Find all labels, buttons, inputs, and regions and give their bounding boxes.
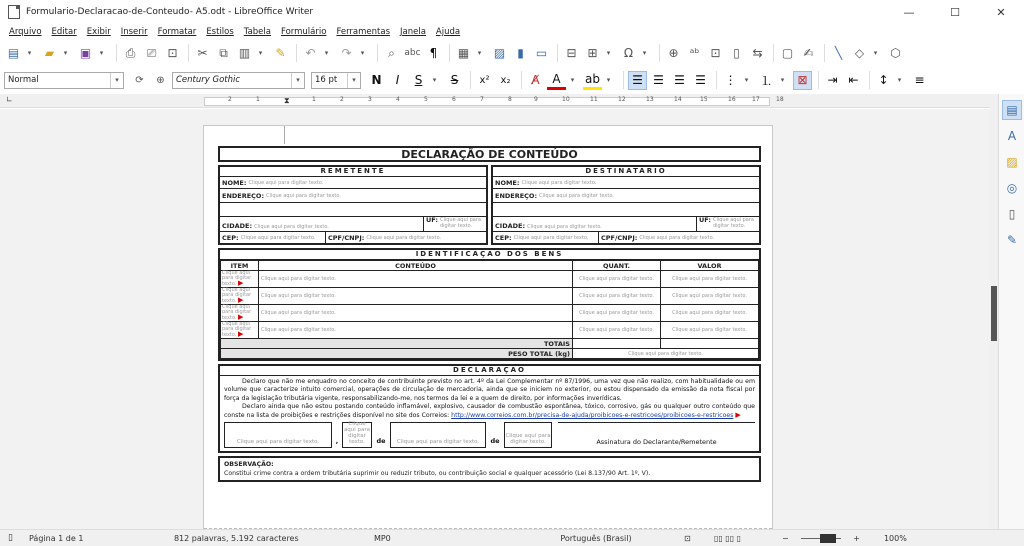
zoom-track[interactable] (801, 538, 842, 539)
decrease-indent-icon[interactable]: ⇤ (848, 73, 859, 87)
zoom-level[interactable]: 100% (883, 533, 907, 543)
field-label: CPF/CNPJ: (328, 234, 365, 242)
paragraph-style-combo[interactable] (4, 72, 124, 89)
field-dropdown-icon[interactable]: ▾ (606, 49, 611, 57)
zoom-out-icon[interactable]: − (781, 533, 789, 543)
indent-marker-icon[interactable]: ⧗ (284, 96, 290, 105)
ruler-tick: 13 (646, 96, 654, 103)
placeholder-text[interactable]: Clique aqui para digitar texto. (513, 235, 589, 241)
placeholder-text[interactable]: Clique aqui para digitar texto. (639, 235, 715, 241)
quant-cell[interactable]: Clique aqui para digitar texto. (573, 271, 661, 288)
footnote-icon[interactable]: ᵃᵇ (689, 46, 700, 60)
placeholder-text[interactable]: Clique aqui para digitar texto. (254, 224, 329, 230)
bullets-dropdown-icon[interactable]: ▾ (744, 76, 749, 84)
text-boundary-mark (284, 126, 285, 144)
toolbar-separator (659, 44, 660, 62)
remetente-cpf-cell[interactable] (326, 232, 486, 244)
menu-inserir[interactable]: Inserir (120, 27, 148, 37)
toolbar-separator (377, 44, 378, 62)
signature-row (224, 422, 755, 448)
copy-icon[interactable]: ⧉ (219, 45, 228, 60)
quant-cell[interactable]: Clique aqui para digitar texto. (573, 322, 661, 339)
marker-triangle-icon: ▶ (238, 279, 244, 287)
field-label: NOME: (495, 178, 520, 187)
toolbar-separator (188, 44, 189, 62)
ruler-tick: 11 (590, 96, 598, 103)
remetente-empty-row (220, 203, 486, 217)
font-name-combo[interactable] (172, 72, 305, 89)
declaracao-header: DECLARAÇÃO (220, 366, 759, 376)
peso-label: PESO TOTAL (kg) (221, 349, 573, 359)
declaracao-paragraph-1: Declaro que não me enquadro no conceito de contribuinte previsto no art. 4º da Lei Complementar nº 87/1996, uma vez que não realizo, com habitualidade ou em volume que caracterize intuito comercial, operações de circulação de mercadoria, ainda que se iniciem no exterior, ou estou dispensado da emissão da nota fiscal por força da legislação tributária vigente, responsabilizando-me, nos termos da lei e a quem de direito, por informações inverídicas. (224, 378, 755, 402)
remetente-endereco-row[interactable] (220, 189, 486, 203)
placeholder-text[interactable]: Clique aqui para digitar texto. (712, 217, 754, 229)
subscript-icon[interactable]: x₂ (500, 74, 511, 86)
placeholder-text[interactable]: Clique aqui para digitar texto. (222, 270, 252, 287)
ruler-tick: 15 (700, 96, 708, 103)
ruler-tick: 18 (776, 96, 784, 103)
declaracao-section (218, 364, 761, 453)
font-name-value: Century Gothic (176, 75, 241, 85)
conteudo-cell[interactable]: Clique aqui para digitar texto. (259, 271, 573, 288)
vertical-scrollbar[interactable] (990, 94, 998, 529)
col-conteudo: CONTEÚDO (259, 261, 573, 271)
destinatario-endereco-row[interactable] (493, 189, 759, 203)
de-separator: de (376, 437, 386, 446)
table-row (221, 271, 759, 288)
insert-table-icon[interactable]: ▦ (457, 46, 470, 60)
track-changes-icon[interactable]: ✍ (803, 46, 814, 60)
export-pdf-icon[interactable]: ⎙ (125, 45, 136, 60)
numbering-dropdown-icon[interactable]: ▾ (780, 76, 785, 84)
title-bar (0, 0, 1024, 24)
bens-table (220, 260, 759, 359)
table-row (221, 305, 759, 322)
col-valor: VALOR (661, 261, 759, 271)
remetente-cep-cell[interactable] (220, 232, 326, 244)
ruler-tick: 1 (256, 96, 260, 103)
font-size-value: 16 pt (315, 75, 338, 85)
cidade-signature-field[interactable]: Clique aqui para digitar texto. (224, 422, 332, 448)
insert-textbox-icon[interactable]: ▭ (535, 46, 548, 60)
highlight-color-icon[interactable]: ab (583, 71, 602, 90)
field-label: UF: (699, 217, 711, 224)
formatting-marks-icon[interactable]: ¶ (429, 46, 438, 60)
marker-triangle-icon: ▶ (735, 411, 741, 420)
field-label: CEP: (495, 234, 512, 242)
menu-tabela[interactable]: Tabela (243, 27, 271, 37)
zoom-slider[interactable] (766, 534, 876, 543)
toolbar-separator (869, 71, 870, 89)
toolbar-separator (449, 44, 450, 62)
line-spacing-icon[interactable]: ↕ (878, 73, 889, 87)
placeholder-text[interactable]: Clique aqui para digitar texto. (222, 321, 252, 338)
valor-cell[interactable]: Clique aqui para digitar texto. (661, 271, 759, 288)
valor-cell[interactable]: Clique aqui para digitar texto. (661, 322, 759, 339)
ruler-tick: 17 (752, 96, 760, 103)
document-canvas[interactable] (0, 109, 990, 529)
tab-stop-icon[interactable]: ∟ (6, 95, 13, 104)
find-replace-icon[interactable]: ⌕ (388, 45, 395, 60)
placeholder-text[interactable]: Clique aqui para digitar texto. (539, 192, 614, 199)
page-icon: ▯ (8, 533, 13, 543)
toolbar-separator (521, 71, 522, 89)
destinatario-header: DESTINATARIO (493, 167, 759, 177)
valor-cell[interactable]: Clique aqui para digitar texto. (661, 305, 759, 322)
menu-editar[interactable]: Editar (51, 27, 77, 37)
insert-image-icon[interactable]: ▨ (493, 46, 506, 60)
toolbar-separator (824, 44, 825, 62)
special-char-dropdown-icon[interactable]: ▾ (642, 49, 647, 57)
insert-chart-icon[interactable]: ▮ (517, 46, 524, 60)
scrollbar-thumb[interactable] (991, 286, 997, 341)
remetente-cep-row (220, 232, 486, 244)
clear-formatting-icon[interactable]: A̸ (531, 73, 540, 87)
destinatario-box (491, 165, 761, 245)
field-label: NOME: (222, 178, 247, 187)
placeholder-text[interactable]: Clique aqui para digitar texto. (222, 287, 252, 304)
page-icon[interactable]: ▯ (1008, 207, 1016, 221)
col-quant: QUANT. (573, 261, 661, 271)
field-label: CPF/CNPJ: (601, 234, 638, 242)
undo-dropdown-icon[interactable]: ▾ (324, 49, 329, 57)
conteudo-cell[interactable]: Clique aqui para digitar texto. (259, 322, 573, 339)
sidebar-deck (998, 94, 1024, 529)
ruler-tick: 2 (340, 96, 344, 103)
align-right-icon[interactable]: ☰ (674, 73, 685, 87)
chevron-down-icon[interactable]: ▾ (110, 73, 123, 88)
font-color-icon[interactable]: A (547, 71, 566, 90)
placeholder-text[interactable]: Clique aqui para digitar texto. (248, 179, 324, 186)
observacao-text: Constitui crime contra a ordem tributária suprimir ou reduzir tributo, ou contribuição social e qualquer acessório (Lei 8.137/90 Art. 1º, V). (224, 470, 651, 478)
declaracao-paragraph-2-text: Declaro ainda que não estou postando conteúdo inflamável, explosivo, causador de combustão espontânea, tóxico, corrosivo, gás ou qualquer outro conteúdo que conste na lista de proibições e restrições disponível no site dos Correios: (224, 402, 755, 420)
placeholder-text[interactable]: Clique aqui para digitar texto. (240, 235, 316, 241)
field-label: CIDADE: (222, 222, 253, 230)
menu-estilos[interactable]: Estilos (206, 27, 234, 37)
table-row (221, 322, 759, 339)
underline-icon[interactable]: S (414, 73, 423, 87)
item-cell[interactable] (221, 305, 259, 322)
field-label: UF: (426, 217, 438, 224)
document-page[interactable] (203, 125, 773, 529)
destinatario-cidade-cell[interactable] (493, 217, 697, 231)
conteudo-cell[interactable]: Clique aqui para digitar texto. (259, 305, 573, 322)
ruler-tick: 10 (562, 96, 570, 103)
assinatura-field[interactable] (558, 422, 755, 448)
remetente-cidade-cell[interactable] (220, 217, 424, 231)
menu-bar (0, 24, 1024, 40)
update-style-icon[interactable]: ⟳ (135, 74, 144, 86)
font-color-dropdown-icon[interactable]: ▾ (570, 76, 575, 84)
menu-ajuda[interactable]: Ajuda (435, 27, 461, 37)
strikethrough-icon[interactable]: S (450, 73, 459, 87)
special-character-icon[interactable]: Ω (623, 46, 634, 60)
ordered-list-icon[interactable]: ⒈ (760, 73, 773, 88)
quant-cell[interactable]: Clique aqui para digitar texto. (573, 305, 661, 322)
bens-header: IDENTIFICAÇÃO DOS BENS (220, 250, 759, 260)
italic-icon[interactable]: I (395, 73, 400, 87)
declaracao-bottom-padding (220, 448, 759, 451)
totais-row (221, 339, 759, 349)
toolbar-separator (773, 44, 774, 62)
menu-exibir[interactable]: Exibir (86, 27, 111, 37)
observacao-label: OBSERVAÇÃO: (224, 461, 274, 469)
align-center-icon[interactable]: ☰ (653, 73, 664, 87)
marker-triangle-icon: ▶ (238, 313, 244, 321)
placeholder-text[interactable]: Clique aqui para digitar texto. (527, 224, 602, 230)
view-layout-icon[interactable]: ▯▯ ▯▯ ▯ (713, 533, 742, 543)
document-modified-icon: ⊡ (683, 533, 691, 543)
chevron-down-icon[interactable]: ▾ (291, 73, 304, 88)
writer-app-icon (8, 5, 20, 19)
dia-signature-field[interactable]: Clique aqui para digitar texto. (342, 422, 372, 448)
open-folder-icon[interactable]: ▰ (44, 46, 55, 60)
cross-reference-icon[interactable]: ⇆ (752, 46, 763, 60)
marker-triangle-icon: ▶ (238, 296, 244, 304)
superscript-icon[interactable]: x² (479, 74, 490, 86)
line-spacing-dropdown-icon[interactable]: ▾ (897, 76, 902, 84)
page-break-icon[interactable]: ⊟ (566, 46, 577, 60)
ruler-tick: 14 (674, 96, 682, 103)
placeholder-text[interactable]: Clique aqui para digitar texto. (439, 217, 481, 229)
toolbar-separator (116, 44, 117, 62)
clone-formatting-icon[interactable]: ✎ (275, 46, 286, 60)
menu-formulario[interactable]: Formulário (281, 27, 327, 37)
language-status[interactable]: Português (Brasil) (560, 533, 632, 543)
table-header-row (221, 261, 759, 271)
remetente-cidade-row (220, 217, 486, 232)
ruler-tick: 16 (728, 96, 736, 103)
assinatura-label: Assinatura do Declarante/Remetente (596, 438, 717, 447)
ruler-tick: 2 (228, 96, 232, 103)
field-label: CIDADE: (495, 222, 526, 230)
print-preview-icon[interactable]: ⊡ (167, 46, 178, 60)
placeholder-text[interactable]: Clique aqui para digitar texto. (366, 235, 442, 241)
remetente-uf-cell[interactable] (424, 217, 486, 231)
redo-icon[interactable]: ↷ (341, 46, 352, 60)
chevron-down-icon[interactable]: ▾ (347, 73, 360, 88)
menu-janela[interactable]: Janela (400, 27, 426, 37)
draw-functions-icon[interactable]: ⬡ (890, 46, 901, 60)
style-inspector-icon[interactable]: ✎ (1006, 233, 1018, 247)
destinatario-cpf-cell[interactable] (599, 232, 759, 244)
increase-indent-icon[interactable]: ⇥ (827, 73, 838, 87)
print-icon[interactable]: ⎚ (146, 45, 157, 60)
ruler-tick: 4 (396, 96, 400, 103)
destinatario-cep-cell[interactable] (493, 232, 599, 244)
minimize-button[interactable]: — (903, 5, 915, 19)
menu-formatar[interactable]: Formatar (157, 27, 197, 37)
ruler-tick: 8 (508, 96, 512, 103)
comment-icon[interactable]: ▢ (781, 46, 794, 60)
zoom-thumb[interactable] (820, 534, 836, 543)
save-icon[interactable]: ▣ (79, 46, 92, 60)
paragraph-style-value: Normal (8, 75, 39, 85)
endnote-icon[interactable]: ⊡ (710, 46, 721, 60)
destinatario-uf-cell[interactable] (697, 217, 759, 231)
selection-mode[interactable]: MP0 (373, 533, 391, 543)
hyperlink-icon[interactable]: ⊕ (668, 46, 679, 60)
redo-dropdown-icon[interactable]: ▾ (360, 49, 365, 57)
paste-dropdown-icon[interactable]: ▾ (258, 49, 263, 57)
mes-signature-field[interactable]: Clique aqui para digitar texto. (390, 422, 486, 448)
navigator-icon[interactable]: ◎ (1006, 181, 1018, 195)
toolbar-separator (470, 71, 471, 89)
open-dropdown-icon[interactable]: ▾ (63, 49, 68, 57)
peso-row (221, 349, 759, 359)
declaration-form (218, 146, 761, 485)
toolbar-separator (818, 71, 819, 89)
insert-line-icon[interactable]: ╲ (834, 46, 843, 60)
ruler-tick: 7 (480, 96, 484, 103)
word-count[interactable]: 812 palavras, 5.192 caracteres (173, 533, 299, 543)
zoom-in-icon[interactable]: + (853, 533, 860, 543)
unordered-list-icon[interactable]: ⋮ (724, 73, 737, 87)
conteudo-cell[interactable]: Clique aqui para digitar texto. (259, 288, 573, 305)
spelling-icon[interactable]: abc (404, 48, 421, 58)
ruler-tick: 5 (424, 96, 428, 103)
paste-icon[interactable]: ▥ (238, 46, 251, 60)
quant-cell[interactable]: Clique aqui para digitar texto. (573, 288, 661, 305)
item-cell[interactable] (221, 271, 259, 288)
ruler-tick: 12 (618, 96, 626, 103)
window-title: Formulario-Declaracao-de-Conteudo- A5.odt - LibreOffice Writer (26, 7, 314, 17)
no-list-icon[interactable]: ⊠ (793, 71, 812, 90)
field-label: CEP: (222, 234, 239, 242)
de-separator: de (490, 437, 500, 446)
align-left-icon[interactable]: ☰ (628, 71, 647, 90)
destinatario-empty-row (493, 203, 759, 217)
menu-ferramentas[interactable]: Ferramentas (336, 27, 391, 37)
correios-link[interactable]: http://www.correios.com.br/precisa-de-ajuda/proibicoes-e-restricoes/proibicoes-e-restricoes (451, 412, 734, 420)
destinatario-cep-row (493, 232, 759, 244)
destinatario-nome-row[interactable] (493, 177, 759, 189)
close-button[interactable]: ✕ (996, 5, 1006, 19)
comma-separator: , (335, 437, 339, 446)
field-label: ENDEREÇO: (495, 191, 538, 200)
underline-dropdown-icon[interactable]: ▾ (432, 76, 437, 84)
paragraph-spacing-icon[interactable]: ≡ (914, 73, 925, 87)
marker-triangle-icon: ▶ (238, 330, 244, 338)
col-item: ITEM (221, 261, 259, 271)
save-dropdown-icon[interactable]: ▾ (99, 49, 104, 57)
toolbar-separator (716, 71, 717, 89)
placeholder-text[interactable]: Clique aqui para digitar texto. (222, 304, 252, 321)
totais-label: TOTAIS (221, 339, 573, 349)
item-cell[interactable] (221, 322, 259, 339)
ruler-tick: 1 (312, 96, 316, 103)
ano-signature-field[interactable]: Clique aqui para digitar texto. (504, 422, 552, 448)
peso-value-cell[interactable]: Clique aqui para digitar texto. (573, 349, 759, 359)
ruler-tick: 9 (534, 96, 538, 103)
status-bar (0, 529, 1024, 546)
ruler-tick: 6 (452, 96, 456, 103)
destinatario-cidade-row (493, 217, 759, 232)
shapes-dropdown-icon[interactable]: ▾ (873, 49, 878, 57)
toolbar-separator (557, 44, 558, 62)
field-label: ENDEREÇO: (222, 191, 265, 200)
cut-icon[interactable]: ✂ (197, 46, 208, 60)
insert-field-icon[interactable]: ⊞ (587, 46, 598, 60)
page-count[interactable]: Página 1 de 1 (28, 533, 84, 543)
properties-icon[interactable]: ▤ (1002, 100, 1022, 120)
basic-shapes-icon[interactable]: ◇ (854, 46, 865, 60)
highlight-dropdown-icon[interactable]: ▾ (606, 76, 611, 84)
totais-valor-cell[interactable] (661, 339, 759, 349)
new-style-icon[interactable]: ⊕ (156, 74, 165, 86)
addresses-section (218, 165, 761, 245)
styles-icon[interactable]: A (1007, 129, 1017, 143)
remetente-box (218, 165, 488, 245)
standard-toolbar (0, 40, 1024, 66)
table-row (221, 288, 759, 305)
gallery-icon[interactable]: ▨ (1006, 155, 1018, 169)
totais-quant-cell[interactable] (573, 339, 661, 349)
formatting-toolbar (0, 68, 1024, 92)
declaracao-text (220, 376, 759, 422)
menu-arquivo[interactable]: Arquivo (9, 27, 42, 37)
ruler-tick: 3 (368, 96, 372, 103)
horizontal-ruler[interactable] (0, 94, 992, 108)
declaracao-paragraph-2 (224, 403, 755, 421)
item-cell[interactable] (221, 288, 259, 305)
justify-icon[interactable]: ☰ (695, 73, 706, 87)
observacao-section (218, 456, 761, 482)
bold-icon[interactable]: N (371, 73, 382, 87)
document-title: DECLARAÇÃO DE CONTEÚDO (218, 146, 761, 162)
toolbar-separator (623, 71, 624, 89)
bens-section (218, 248, 761, 361)
bookmark-icon[interactable]: ▯ (733, 46, 740, 60)
placeholder-text[interactable]: Clique aqui para digitar texto. (266, 192, 341, 199)
new-document-icon[interactable]: ▤ (7, 46, 20, 60)
remetente-nome-row[interactable] (220, 177, 486, 189)
font-size-combo[interactable] (311, 72, 361, 89)
toolbar-separator (296, 44, 297, 62)
table-dropdown-icon[interactable]: ▾ (477, 49, 482, 57)
maximize-button[interactable]: ☐ (950, 5, 960, 19)
new-dropdown-icon[interactable]: ▾ (27, 49, 32, 57)
placeholder-text[interactable]: Clique aqui para digitar texto. (521, 179, 597, 186)
remetente-header: REMETENTE (220, 167, 486, 177)
valor-cell[interactable]: Clique aqui para digitar texto. (661, 288, 759, 305)
undo-icon[interactable]: ↶ (305, 46, 316, 60)
